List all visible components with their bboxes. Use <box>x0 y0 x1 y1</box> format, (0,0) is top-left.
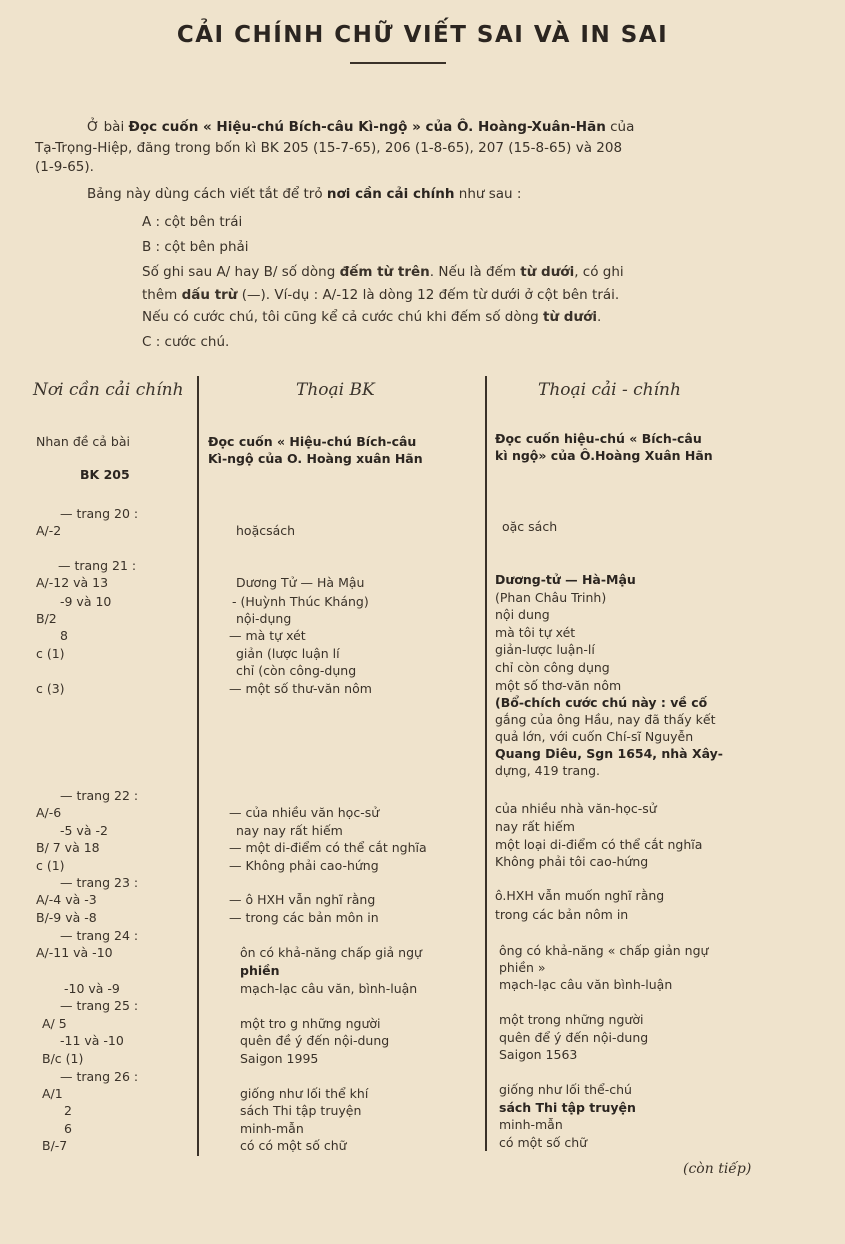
row-location: A/-11 và -10 <box>36 945 113 960</box>
row-bk-text: phiền <box>240 963 280 978</box>
row-correction-text: có một số chữ <box>499 1135 588 1150</box>
row-bk-text: một tro g những người <box>240 1016 381 1031</box>
row-location: c (1) <box>36 858 65 873</box>
note-emphasis: từ dưới <box>520 264 575 280</box>
row-correction-text: phiền » <box>499 960 546 975</box>
row-bk-text: — mà tự xét <box>229 628 306 643</box>
row-bk-text: Đọc cuốn « Hiệu-chú Bích-câu <box>208 434 417 449</box>
page-marker: — trang 26 : <box>60 1069 139 1084</box>
page-marker: — trang 21 : <box>58 558 137 573</box>
page-marker: — trang 24 : <box>60 928 139 943</box>
row-bk-text: — một số thư-văn nôm <box>229 681 372 696</box>
note-text: , có ghi <box>574 264 624 280</box>
page-marker: — trang 20 : <box>60 506 139 521</box>
intro-line: Tạ-Trọng-Hiệp, đăng trong bốn kì BK 205 (15-7-65), 206 (1-8-65), 207 (15-8-65) và 208 <box>35 140 623 156</box>
row-correction-text: Đọc cuốn hiệu-chú « Bích-câu <box>495 431 702 446</box>
row-correction-text: dựng, 419 trang. <box>495 763 601 778</box>
row-bk-text: giống như lối thể khí <box>240 1086 369 1101</box>
row-bk-text: - (Huỳnh Thúc Kháng) <box>232 594 369 609</box>
row-correction-text: ông có khả-năng « chấp giản ngự <box>499 943 709 958</box>
column-header-location: Nơi cần cải chính <box>33 380 184 400</box>
intro-paragraph <box>87 185 777 203</box>
note-text: . <box>596 309 602 325</box>
row-bk-text: Kì-ngộ của O. Hoàng xuân Hãn <box>208 451 423 466</box>
row-bk-text: hoặcsách <box>236 523 296 538</box>
row-correction-text: Quang Diêu, Sgn 1654, nhà Xây- <box>495 746 723 761</box>
note-text: thêm <box>142 287 182 303</box>
legend-item: C : cước chú. <box>142 334 230 350</box>
row-location: BK 205 <box>80 467 130 482</box>
row-correction-text: nay rất hiếm <box>495 819 575 834</box>
intro-article-title: Đọc cuốn « Hiệu-chú Bích-câu Kì-ngộ » của Ô. Hoàng-Xuân-Hãn <box>128 119 606 135</box>
row-correction-text: (Phan Châu Trinh) <box>495 590 607 605</box>
row-location: 2 <box>64 1103 72 1118</box>
page-title: CẢI CHÍNH CHỮ VIẾT SAI VÀ IN SAI <box>176 22 669 48</box>
row-location: A/-12 và 13 <box>36 575 109 590</box>
row-location: A/1 <box>42 1086 63 1101</box>
row-correction-text: gắng của ông Hầu, nay đã thấy kết <box>495 712 716 727</box>
row-correction-text: giống như lối thể-chú <box>499 1082 632 1097</box>
row-correction-text: của nhiều nhà văn-học-sử <box>495 801 657 816</box>
row-correction-text: nội dung <box>495 607 550 622</box>
row-bk-text: chỉ (còn công-dụng <box>236 663 357 678</box>
intro-text: Ở bài <box>87 119 129 135</box>
intro-line: (1-9-65). <box>35 159 94 175</box>
row-location: A/-4 và -3 <box>36 892 97 907</box>
row-bk-text: nay nay rất hiếm <box>236 823 343 838</box>
column-header-correction: Thoại cải - chính <box>538 380 681 400</box>
note-emphasis: từ dưới <box>543 309 597 325</box>
note-text: (—). Ví-dụ : A/-12 là dòng 12 đếm từ dưới ở cột bên trái. <box>237 287 620 303</box>
row-correction-text: sách Thi tập truyện <box>499 1100 636 1115</box>
row-correction-text: ô.HXH vẫn muốn nghĩ rằng <box>495 888 665 903</box>
row-location: B/c (1) <box>42 1051 84 1066</box>
row-correction-text: mà tôi tự xét <box>495 625 576 640</box>
row-bk-text: quên đề ý đến nội-dung <box>240 1033 390 1048</box>
row-location: c (3) <box>36 681 65 696</box>
row-bk-text: nội-dụng <box>236 611 292 626</box>
column-divider <box>485 376 487 1151</box>
row-correction-text: chỉ còn công dụng <box>495 660 610 675</box>
note-emphasis: dấu trừ <box>181 287 238 303</box>
row-correction-text: Saigon 1563 <box>499 1047 578 1062</box>
row-location: A/-6 <box>36 805 62 820</box>
note-text: Số ghi sau A/ hay B/ số dòng <box>142 264 340 280</box>
row-bk-text: minh-mẫn <box>240 1121 304 1136</box>
row-bk-text: sách Thi tập truyện <box>240 1103 362 1118</box>
page-marker: — trang 23 : <box>60 875 139 890</box>
legend-item: A : cột bên trái <box>142 214 243 230</box>
note-line <box>142 263 782 281</box>
row-location: 8 <box>60 628 68 643</box>
row-location: -9 và 10 <box>60 594 112 609</box>
row-correction-text: oặc sách <box>502 519 558 534</box>
row-correction-text: quên để ý đến nội-dung <box>499 1030 649 1045</box>
page-marker: — trang 22 : <box>60 788 139 803</box>
row-bk-text: — ô HXH vẫn nghĩ rằng <box>229 892 376 907</box>
row-bk-text: giản (lược luận lí <box>236 646 340 661</box>
row-location: A/-2 <box>36 523 62 538</box>
intro-paragraph <box>35 118 770 136</box>
row-bk-text: có có một số chữ <box>240 1138 347 1153</box>
row-correction-text: trong các bản nôm in <box>495 907 629 922</box>
row-correction-text: minh-mẫn <box>499 1117 563 1132</box>
row-bk-text: Dương Tử — Hà Mậu <box>236 575 365 590</box>
legend-item: B : cột bên phải <box>142 239 249 255</box>
row-location: B/ 7 và 18 <box>36 840 100 855</box>
note-text: Nếu có cước chú, tôi cũng kể cả cước chú khi đếm số dòng <box>142 309 544 325</box>
row-location: A/ 5 <box>42 1016 67 1031</box>
row-location: -11 và -10 <box>60 1033 124 1048</box>
row-bk-text: — Không phải cao-hứng <box>229 858 379 873</box>
note-emphasis: đếm từ trên <box>339 264 430 280</box>
page-marker: — trang 25 : <box>60 998 139 1013</box>
column-header-bk: Thoại BK <box>296 380 375 400</box>
row-correction-text: (Bổ-chích cước chú này : về cố <box>495 695 708 710</box>
row-location: B/-9 và -8 <box>36 910 97 925</box>
column-divider <box>197 376 199 1156</box>
intro-text: của <box>605 119 635 135</box>
row-correction-text: quả lớn, với cuốn Chí-sĩ Nguyễn <box>495 729 694 744</box>
intro-emphasis: nơi cần cải chính <box>326 186 455 202</box>
row-bk-text: Saigon 1995 <box>240 1051 319 1066</box>
intro-text: Bảng này dùng cách viết tắt để trỏ <box>87 186 327 202</box>
row-correction-text: một số thơ-văn nôm <box>495 678 622 693</box>
note-text: . Nếu là đếm <box>429 264 521 280</box>
row-bk-text: mạch-lạc câu văn, bình-luận <box>240 981 418 996</box>
row-location: c (1) <box>36 646 65 661</box>
row-location: B/2 <box>36 611 57 626</box>
row-location: Nhan đề cả bài <box>36 434 131 449</box>
row-bk-text: — một di-điểm có thể cắt nghĩa <box>229 840 427 855</box>
row-bk-text <box>240 944 422 961</box>
row-correction-text: giản-lược luận-lí <box>495 642 595 657</box>
row-bk-text: — trong các bản môn in <box>229 910 379 925</box>
row-location: -10 và -9 <box>64 981 120 996</box>
intro-text: như sau : <box>454 186 522 202</box>
row-correction-text: kì ngộ» của Ô.Hoàng Xuân Hãn <box>495 448 713 463</box>
row-correction-text: một trong những người <box>499 1012 644 1027</box>
continued-note: (còn tiếp) <box>683 1161 752 1177</box>
row-location: -5 và -2 <box>60 823 108 838</box>
row-correction-text: mạch-lạc câu văn bình-luận <box>499 977 673 992</box>
note-line <box>142 286 782 304</box>
note-line <box>142 308 782 326</box>
title-underline <box>350 62 446 64</box>
row-correction-text: một loại di-điểm có thể cắt nghĩa <box>495 837 703 852</box>
row-location: 6 <box>64 1121 72 1136</box>
row-correction-text: Dương-tử — Hà-Mậu <box>495 572 636 587</box>
row-bk-text: ôn có khả-năng chấp giả ngự <box>240 945 422 960</box>
row-correction-text: Không phải tôi cao-hứng <box>495 854 649 869</box>
row-location: B/-7 <box>42 1138 68 1153</box>
row-bk-text: — của nhiều văn học-sử <box>229 805 380 820</box>
